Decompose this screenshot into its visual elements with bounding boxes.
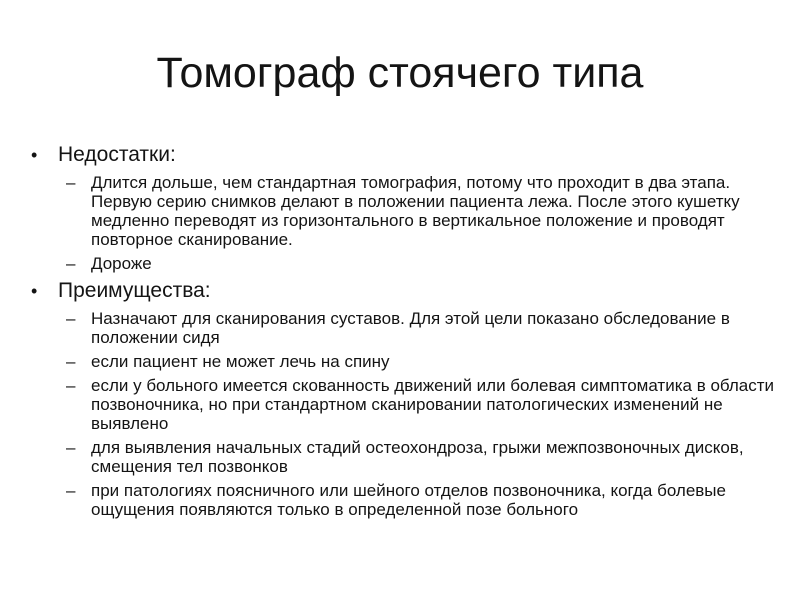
slide-title: Томограф стоячего типа	[156, 49, 644, 97]
section-advantages	[28, 278, 788, 519]
dash-icon: –	[66, 173, 76, 192]
heading-text: Преимущества:	[58, 279, 211, 302]
list-item-text: Длится дольше, чем стандартная томография, потому что проходит в два этапа. Первую серию снимков делают в положении пациента лежа. После этого кушетку медленно переводят из горизонтального в вертикальное положение и проводят повторное сканирование.	[91, 173, 740, 249]
bullet-heading	[28, 278, 788, 304]
heading-text: Недостатки:	[58, 143, 176, 166]
list-item-text: Дороже	[91, 254, 152, 273]
bullet-dot-icon: •	[31, 145, 38, 165]
dash-icon: –	[66, 438, 76, 457]
bullet-dot-icon: •	[31, 281, 38, 301]
dash-icon: –	[66, 376, 76, 395]
list-item-text: при патологиях поясничного или шейного отделов позвоночника, когда болевые ощущения появляются только в определенной позе больного	[91, 481, 726, 519]
list-item-text: для выявления начальных стадий остеохондроза, грыжи межпозвоночных дисков, смещения тел позвонков	[91, 438, 744, 476]
list-item	[28, 309, 788, 347]
bullet-heading	[28, 142, 788, 168]
sub-list	[28, 173, 788, 273]
list-item	[28, 254, 788, 273]
list-item	[28, 173, 788, 249]
sub-list	[28, 309, 788, 519]
list-item-text: Назначают для сканирования суставов. Для этой цели показано обследование в положении сидя	[91, 309, 730, 347]
list-item	[28, 438, 788, 476]
list-item-text: если пациент не может лечь на спину	[91, 352, 390, 371]
dash-icon: –	[66, 352, 76, 371]
section-disadvantages	[28, 142, 788, 273]
dash-icon: –	[66, 309, 76, 328]
list-item	[28, 376, 788, 433]
slide-content	[28, 142, 788, 524]
dash-icon: –	[66, 254, 76, 273]
list-item-text: если у больного имеется скованность движений или болевая симптоматика в области позвоночника, но при стандартном сканировании патологических изменений не выявлено	[91, 376, 775, 433]
list-item	[28, 352, 788, 371]
dash-icon: –	[66, 481, 76, 500]
list-item	[28, 481, 788, 519]
